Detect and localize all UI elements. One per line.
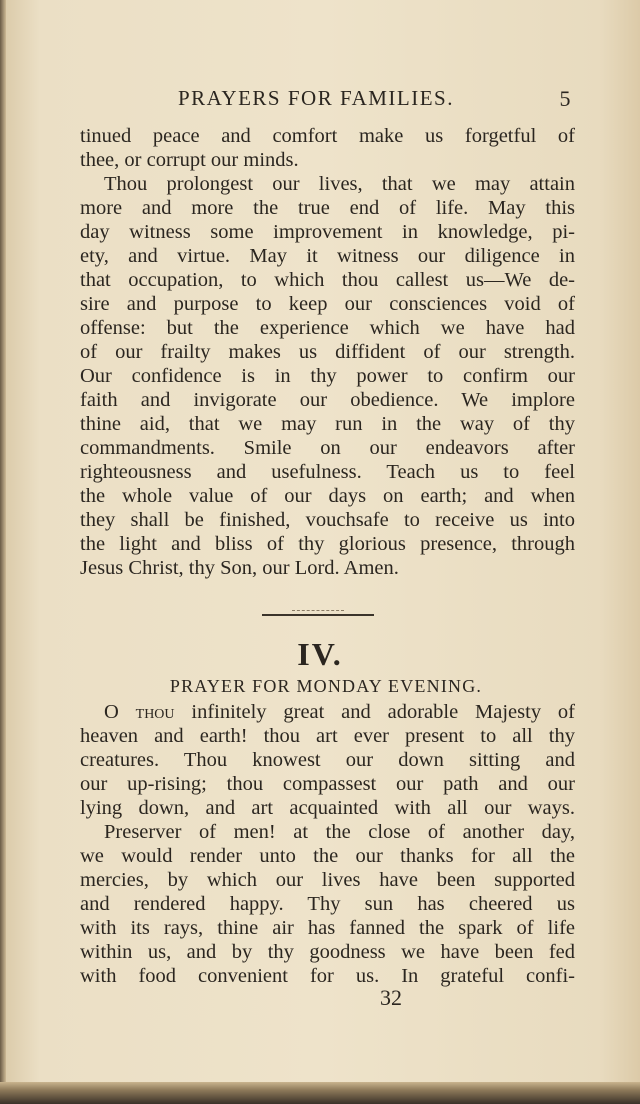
signature-mark: 32 <box>380 985 402 1010</box>
text-line: day witness some improvement in knowledge, pi- <box>80 221 575 243</box>
page-gutter-shadow <box>0 0 6 1104</box>
text-block-lower <box>80 700 575 988</box>
text-line: ety, and virtue. May it witness our diligence in <box>80 245 575 267</box>
text-line: righteousness and usefulness. Teach us to feel <box>80 461 575 483</box>
text-line: with its rays, thine air has fanned the spark of life <box>80 917 575 939</box>
text-line: commandments. Smile on our endeavors after <box>80 437 575 459</box>
paragraph-invocation <box>80 700 575 820</box>
text-line: with food convenient for us. In grateful confi- <box>80 965 575 987</box>
text-line: more and more the true end of life. May this <box>80 197 575 219</box>
text-line: lying down, and art acquainted with all our ways. <box>80 797 575 819</box>
text-line: of our frailty makes us diffident of our strength. <box>80 341 575 363</box>
text-line: the light and bliss of thy glorious presence, through <box>80 533 575 555</box>
text-line: Jesus Christ, thy Son, our Lord. Amen. <box>80 557 399 579</box>
text-line: Preserver of men! at the close of another day, <box>104 821 575 843</box>
paragraph-prolongest <box>80 172 575 196</box>
text-line: faith and invigorate our obedience. We implore <box>80 389 575 411</box>
text-line: within us, and by thy goodness we have been fed <box>80 941 575 963</box>
text-line: heaven and earth! thou art ever present to all thy <box>80 725 575 747</box>
text-line: sire and purpose to keep our consciences void of <box>80 293 575 315</box>
text-line: they shall be finished, vouchsafe to receive us into <box>80 509 575 531</box>
text-line: that occupation, to which thou callest us—We de- <box>80 269 575 291</box>
running-title: PRAYERS FOR FAMILIES. <box>178 86 454 110</box>
text-block-upper <box>80 124 575 580</box>
text-line: we would render unto the our thanks for all the <box>80 845 575 867</box>
text-line: our up-rising; thou compassest our path and our <box>80 773 575 795</box>
text-line: Thou prolongest our lives, that we may attain <box>104 173 575 195</box>
paragraph-continued <box>80 124 575 172</box>
section-numeral: IV. <box>297 636 343 672</box>
text-line <box>80 700 575 724</box>
page-bottom-edge <box>0 1082 640 1104</box>
text-line: offense: but the experience which we have had <box>80 317 575 339</box>
text-line: tinued peace and comfort make us forgetful of <box>80 125 575 147</box>
section-title: PRAYER FOR MONDAY EVENING. <box>169 676 483 696</box>
page-number: 5 <box>559 86 572 111</box>
text-line: mercies, by which our lives have been supported <box>80 869 575 891</box>
faint-ornament <box>292 604 344 611</box>
text-line: thine aid, that we may run in the way of thy <box>80 413 575 435</box>
opening-line-rest: infinitely great and adorable Majesty of <box>174 701 575 723</box>
section-divider-rule <box>262 614 374 616</box>
text-line: creatures. Thou knowest our down sitting and <box>80 749 575 771</box>
text-line: Our confidence is in thy power to confirm our <box>80 365 575 387</box>
text-line: thee, or corrupt our minds. <box>80 149 299 171</box>
paragraph-preserver <box>80 820 575 988</box>
text-line: the whole value of our days on earth; and when <box>80 485 575 507</box>
paragraph-prolongest-body <box>80 196 575 580</box>
text-line: and rendered happy. Thy sun has cheered us <box>80 893 575 915</box>
opening-words: O thou <box>104 701 175 723</box>
running-head <box>80 86 576 116</box>
